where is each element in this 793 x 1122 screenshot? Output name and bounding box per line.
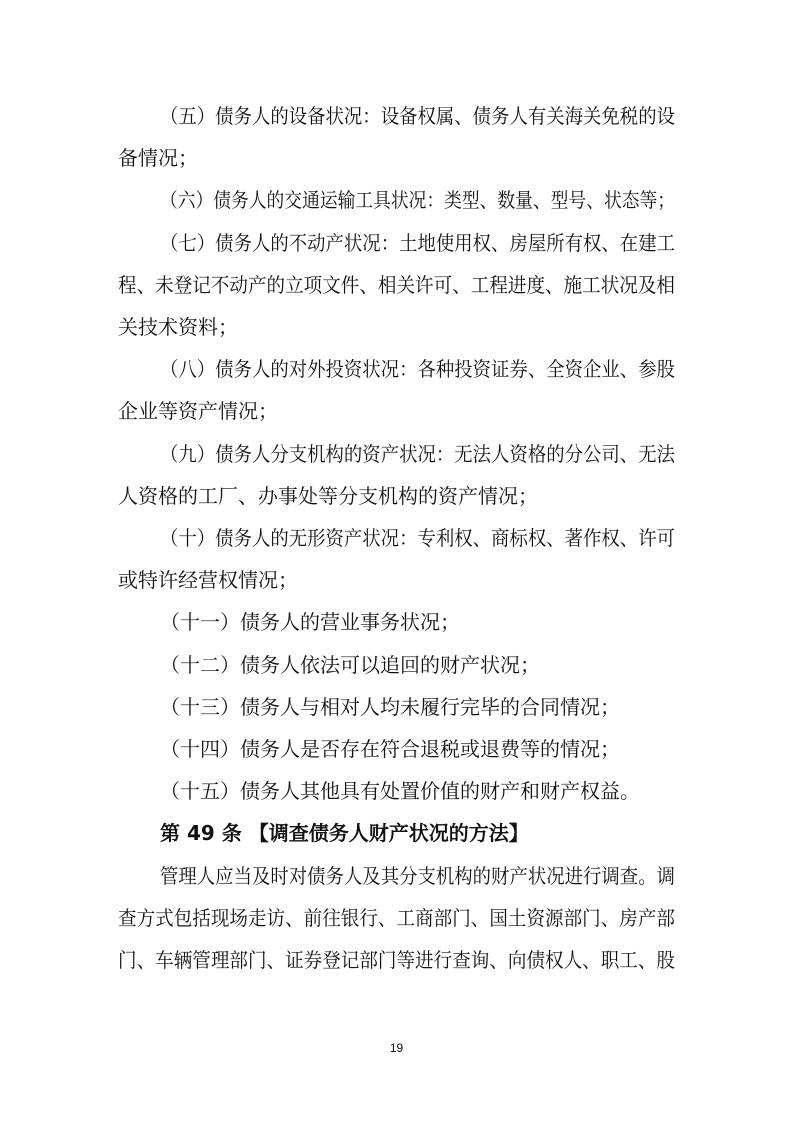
text-line-content: 门、车辆管理部门、证券登记部门等进行查询、向债权人、职工、股: [118, 948, 675, 972]
text-line-content: （九）债务人分支机构的资产状况：无法人资格的分公司、无法: [160, 442, 675, 466]
text-line-content: （八）债务人的对外投资状况：各种投资证券、全资企业、参股: [160, 357, 675, 381]
text-line-content: 人资格的工厂、办事处等分支机构的资产情况；: [118, 484, 538, 508]
text-line-content: （七）债务人的不动产状况：土地使用权、房屋所有权、在建工: [160, 231, 675, 255]
text-line-content: 关技术资料；: [118, 315, 238, 339]
text-line-content: 查方式包括现场走访、前往银行、工商部门、国土资源部门、房产部: [118, 906, 675, 930]
text-line-content: 或特许经营权情况；: [118, 568, 298, 592]
text-line-content: （十四）债务人是否存在符合退税或退费等的情况；: [160, 737, 620, 761]
text-line-content: 程、未登记不动产的立项文件、相关许可、工程进度、施工状况及相: [118, 273, 675, 297]
text-line-content: （十）债务人的无形资产状况：专利权、商标权、著作权、许可: [160, 526, 675, 550]
text-line-content: （十三）债务人与相对人均未履行完毕的合同情况；: [160, 695, 620, 719]
text-line-content: 管理人应当及时对债务人及其分支机构的财产状况进行调查。调: [160, 864, 675, 888]
text-line-content: 企业等资产情况；: [118, 399, 278, 423]
text-line-content: （五）债务人的设备状况：设备权属、债务人有关海关免税的设: [160, 104, 675, 128]
article-heading-text: 第 49 条 【调查债务人财产状况的方法】: [160, 821, 529, 845]
text-line-content: 备情况；: [118, 146, 198, 170]
page-number: 19: [389, 1041, 404, 1055]
text-line-content: （十一）债务人的营业事务状况；: [160, 610, 460, 634]
text-line-content: （十五）债务人其他具有处置价值的财产和财产权益。: [160, 779, 640, 803]
text-line-content: （六）债务人的交通运输工具状况：类型、数量、型号、状态等；: [160, 188, 675, 212]
text-line-content: （十二）债务人依法可以追回的财产状况；: [160, 653, 540, 677]
